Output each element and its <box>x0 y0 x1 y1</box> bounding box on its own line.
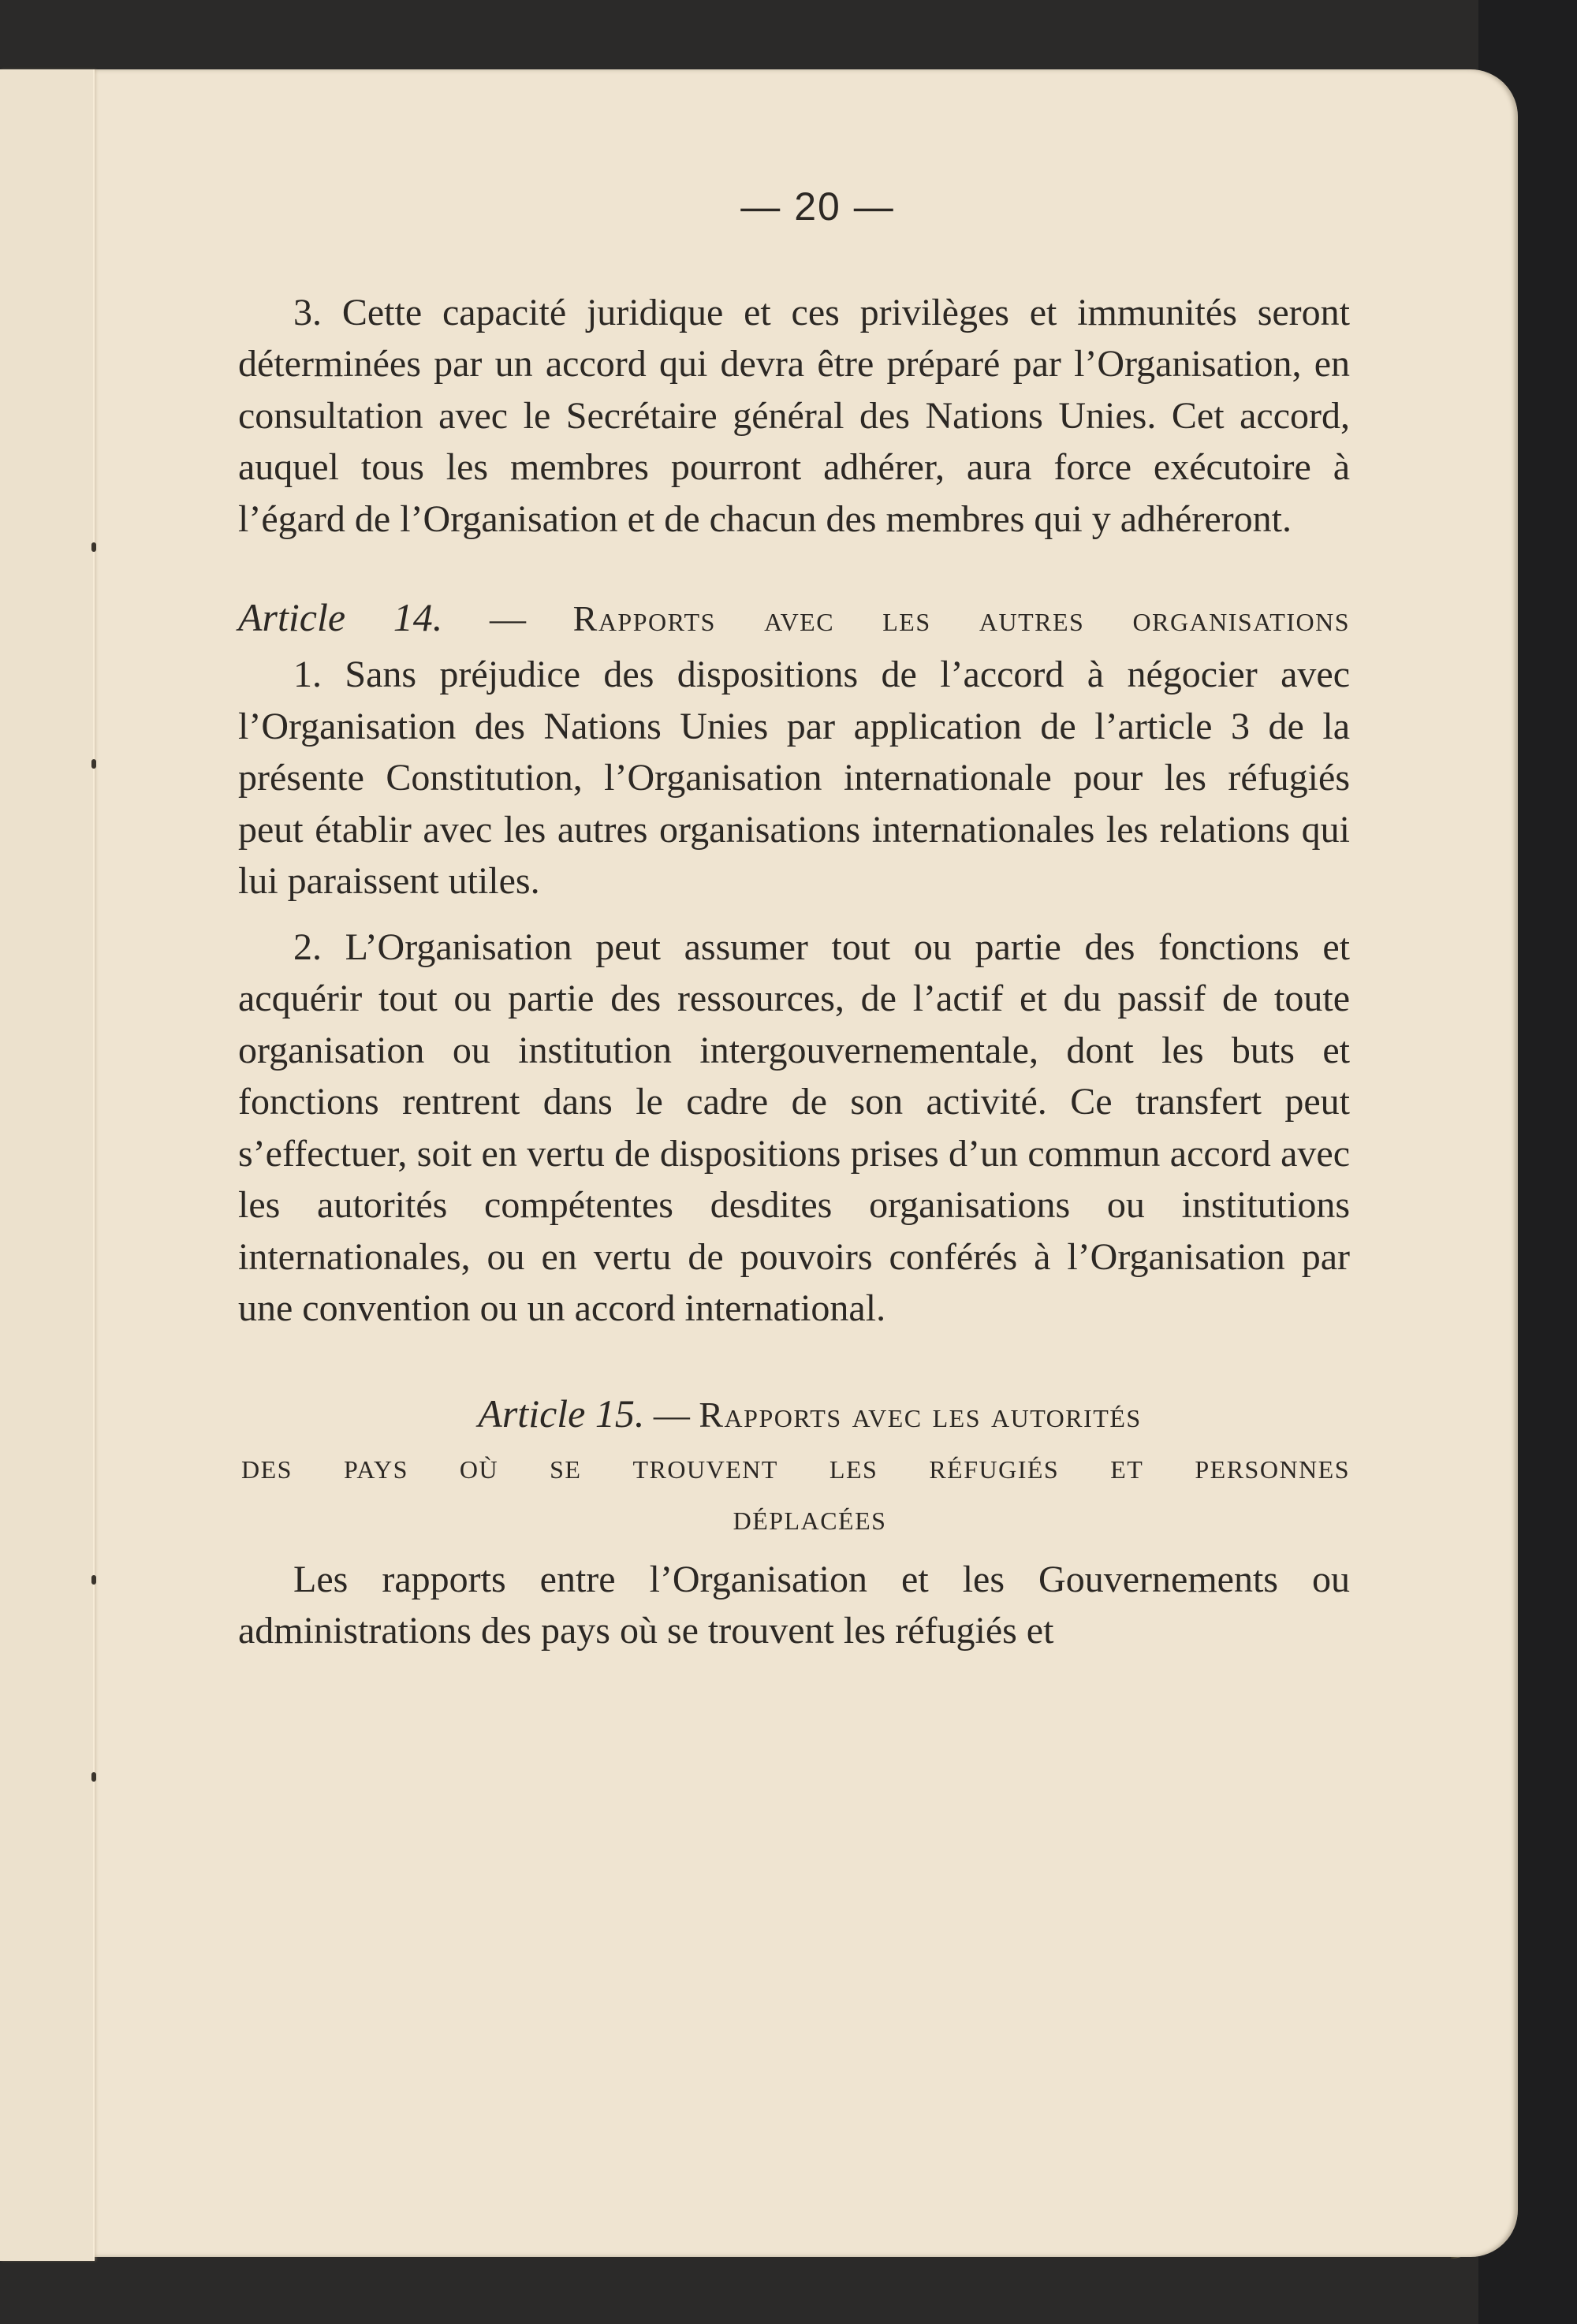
paragraph-14-2: 2. L’Organisation peut assumer tout ou partie des fonctions et acquérir tout ou partie des ressources, de l’actif et du passif de toute organisation ou institution intergouvernementale, dont les buts et fonctions rentrent dans le cadre de son activité. Ce transfert peut s’effectuer, soit en vertu de dispositions prises d’un commun accord avec les autorités compétentes desdites organisations ou institutions internationales, ou en vertu de pouvoirs conférés à l’Organisation par une convention ou un accord international. <box>238 926 1350 1329</box>
article-14-label: Article 14. <box>238 595 443 639</box>
page-number: — 20 — <box>740 184 895 229</box>
article-15-heading <box>238 1388 1350 1543</box>
paragraph-13-3: 3. Cette capacité juridique et ces privilèges et immunités seront déterminées par un accord qui devra être préparé par l’Organisation, en consultation avec le Secrétaire général des Nations Unies. Cet accord, auquel tous les membres pourront adhérer, aura force exécutoire à l’égard de l’Organisation et de chacun des membres qui y adhéreront. <box>238 291 1350 540</box>
article-14-title: Rapports avec les autres organisations <box>572 598 1351 639</box>
page-content <box>238 181 1350 1657</box>
margin-mark <box>91 542 96 552</box>
facing-page-strip <box>0 69 95 2261</box>
margin-mark <box>91 759 96 769</box>
margin-mark <box>91 1772 96 1782</box>
paragraph-15-1: Les rapports entre l’Organisation et les Gouvernements ou administrations des pays où se trouvent les réfugiés et <box>238 1558 1350 1652</box>
article-15-title-line2: des pays où se trouvent les réfugiés et personnes <box>241 1445 1350 1486</box>
margin-mark <box>91 1575 96 1585</box>
heading-dash: — <box>644 1394 699 1435</box>
article-15-title-line1: Rapports avec les autorités <box>699 1394 1142 1435</box>
article-15-label: Article 15. <box>478 1391 645 1436</box>
paragraph-14-1: 1. Sans préjudice des dispositions de l’accord à négocier avec l’Organisation des Nations Unies par application de l’article 3 de la présente Constitution, l’Organisation internationale pour les réfugiés peut établir avec les autres organisations internationales les relations qui lui paraissent utiles. <box>238 654 1350 902</box>
article-15-title-line3: déplacées <box>733 1496 887 1537</box>
article-14-heading <box>238 592 1350 644</box>
heading-dash: — <box>442 598 573 639</box>
